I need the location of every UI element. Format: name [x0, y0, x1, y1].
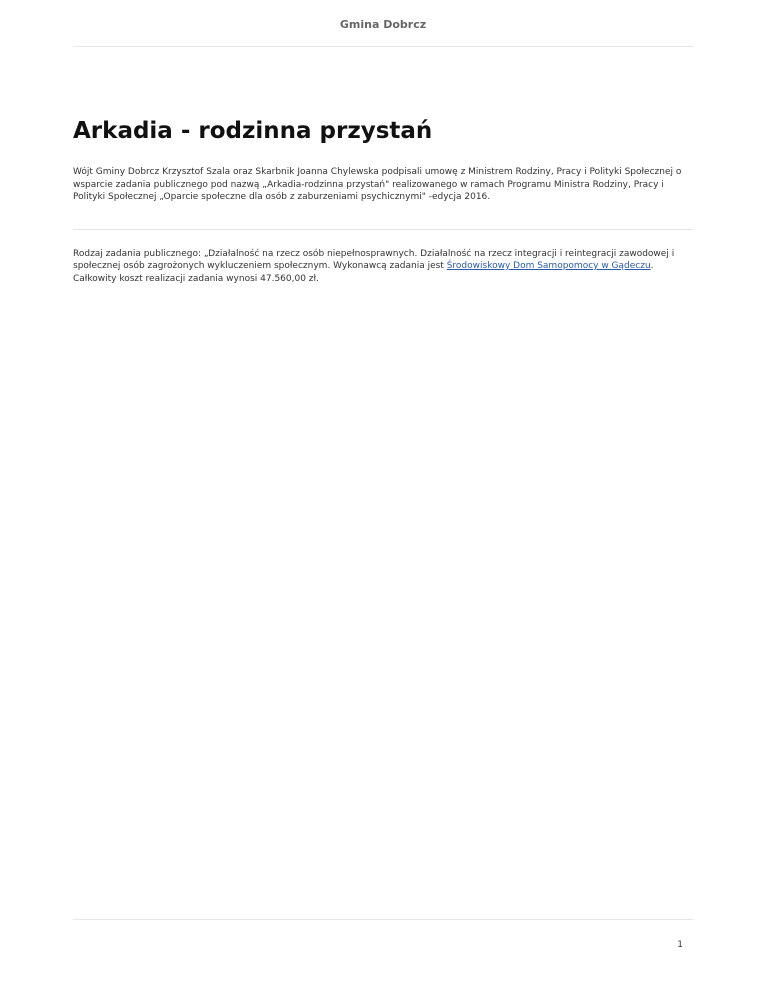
- page-number: 1: [677, 940, 683, 950]
- site-name: Gmina Dobrcz: [339, 18, 427, 31]
- body-text-before-link: Rodzaj zadania publicznego: „Działalność na rzecz osób niepełnosprawnych. Działalność na rzecz integracji i reintegracji zawodowej i społecznej osób zagrożonych wykluczeniem społecznym. Wykonawcą zadania jest: [73, 248, 675, 271]
- article: [73, 114, 693, 285]
- body-text-after-link: . Całkowity koszt realizacji zadania wynosi 47.560,00 zł.: [73, 261, 654, 284]
- article-body: [73, 248, 693, 286]
- organization-link[interactable]: Środowiskowy Dom Samopomocy w Gądeczu: [446, 261, 651, 271]
- page-footer: [73, 919, 693, 950]
- page-header: [73, 0, 693, 47]
- article-title: Arkadia - rodzinna przystań: [73, 118, 433, 144]
- divider: [73, 229, 693, 230]
- article-lead: Wójt Gminy Dobrcz Krzysztof Szala oraz Skarbnik Joanna Chylewska podpisali umowę z Ministrem Rodziny, Pracy i Polityki Społecznej o wsparcie zadania publicznego pod nazwą „Arkadia-rodzinna przystań" realizowanego w ramach Programu Ministra Rodziny, Pracy i Polityki Społecznej „Oparcie społeczne dla osób z zaburzeniami psychicznymi" -edycja 2016.: [73, 167, 682, 202]
